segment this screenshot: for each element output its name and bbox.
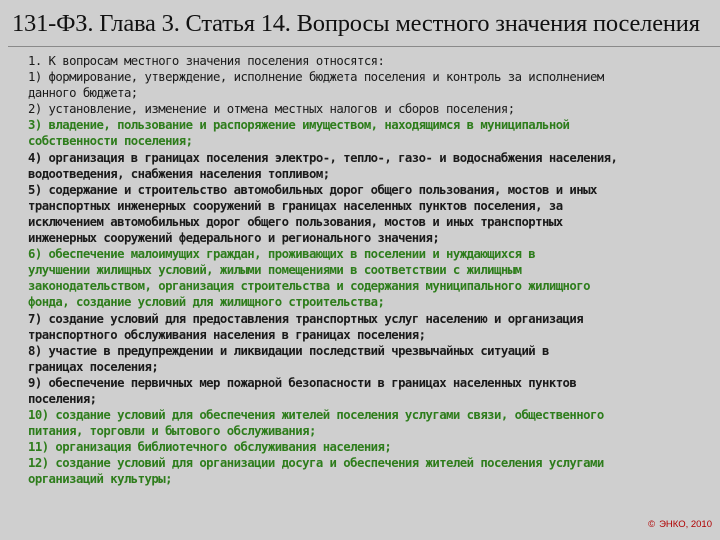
text-line: законодательством, организация строительства и содержания муниципального жилищного — [28, 279, 590, 294]
copyright-symbol: © — [648, 519, 656, 530]
text-line: организаций культуры; — [28, 472, 172, 487]
text-line: фонда, создание условий для жилищного строительства; — [28, 295, 385, 310]
text-line: 4) организация в границах поселения электро-, тепло-, газо- и водоснабжения населения, — [28, 150, 618, 165]
text-line: 2) установление, изменение и отмена местных налогов и сборов поселения; — [28, 102, 515, 117]
text-line: 9) обеспечение первичных мер пожарной безопасности в границах населенных пунктов — [28, 375, 577, 390]
text-line: поселения; — [28, 391, 97, 406]
text-line: 7) создание условий для предоставления транспортных услуг населению и организация — [28, 311, 584, 326]
text-line: инженерных сооружений федерального и регионального значения; — [28, 231, 440, 246]
article-text — [28, 53, 720, 513]
text-line: транспортного обслуживания населения в границах поселения; — [28, 327, 426, 342]
text-line: питания, торговли и бытового обслуживания; — [28, 424, 316, 439]
page-title: 131-ФЗ. Глава 3. Статья 14. Вопросы местного значения поселения — [12, 10, 700, 37]
text-line: 1. К вопросам местного значения поселения относятся: — [28, 54, 385, 68]
text-line: 11) организация библиотечного обслуживания населения; — [28, 440, 392, 455]
title-divider — [8, 46, 720, 47]
text-line: 3) владение, пользование и распоряжение имуществом, находящимся в муниципальной — [28, 118, 570, 133]
copyright-footer — [648, 519, 712, 530]
copyright-text: ЭНКО, 2010 — [659, 519, 712, 530]
text-line: данного бюджета; — [28, 86, 138, 101]
text-line: 5) содержание и строительство автомобильных дорог общего пользования, мостов и иных — [28, 182, 597, 197]
text-line: 10) создание условий для обеспечения жителей поселения услугами связи, общественного — [28, 408, 604, 423]
text-line: улучшении жилищных условий, жилыми помещениями в соответствии с жилищным — [28, 263, 522, 278]
text-line: 8) участие в предупреждении и ликвидации последствий чрезвычайных ситуаций в — [28, 343, 549, 358]
text-line: водоотведения, снабжения населения топливом; — [28, 166, 330, 181]
text-line: собственности поселения; — [28, 134, 193, 149]
text-line: 6) обеспечение малоимущих граждан, проживающих в поселении и нуждающихся в — [28, 247, 536, 262]
text-line: границах поселения; — [28, 359, 159, 374]
text-line: транспортных инженерных сооружений в границах населенных пунктов поселения, за — [28, 198, 563, 213]
text-line: исключением автомобильных дорог общего пользования, мостов и иных транспортных — [28, 214, 563, 229]
text-line: 12) создание условий для организации досуга и обеспечения жителей поселения услугами — [28, 456, 604, 471]
text-line: 1) формирование, утверждение, исполнение бюджета поселения и контроль за исполнением — [28, 70, 604, 85]
